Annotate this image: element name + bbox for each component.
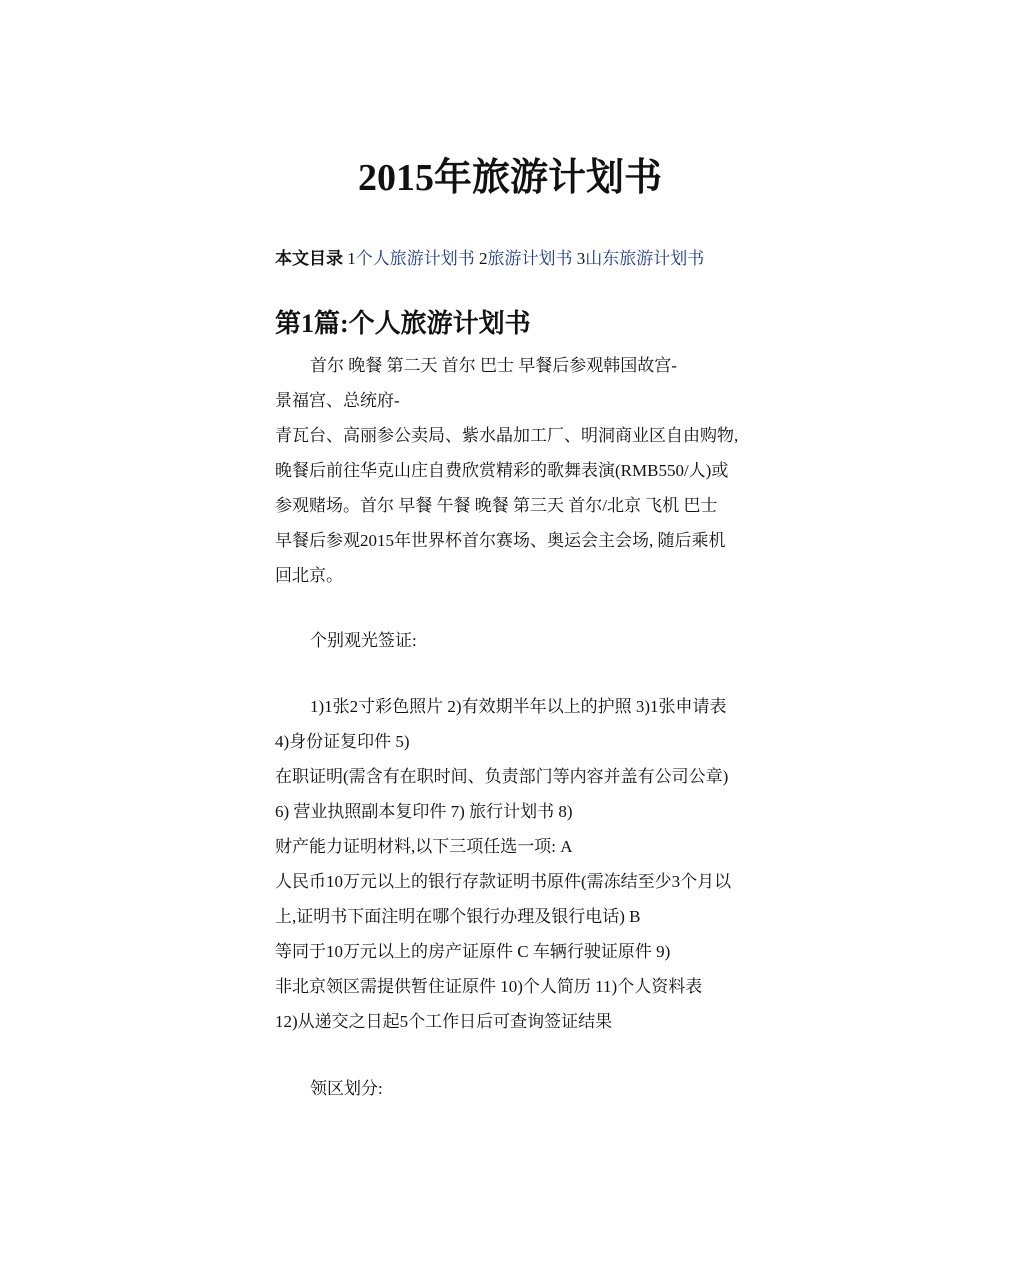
paragraph-itinerary	[275, 348, 755, 593]
paragraph-line: 在职证明(需含有在职时间、负责部门等内容并盖有公司公章)	[275, 767, 729, 786]
toc-link-1[interactable]: 个人旅游计划书	[355, 249, 475, 268]
paragraph-visa-heading	[275, 623, 755, 658]
toc-label: 本文目录	[275, 249, 343, 268]
paragraph-line: 12)从递交之日起5个工作日后可查询签证结果	[275, 1012, 613, 1031]
paragraph-line: 景福宫、总统府-	[275, 391, 400, 410]
paragraph-line: 早餐后参观2015年世界杯首尔赛场、奥运会主会场, 随后乘机	[275, 531, 726, 550]
paragraph-visa-requirements	[275, 689, 755, 1039]
paragraph-line: 领区划分:	[310, 1079, 383, 1098]
paragraph-line: 非北京领区需提供暂住证原件 10)个人简历 11)个人资料表	[275, 977, 703, 996]
paragraph-line: 上,证明书下面注明在哪个银行办理及银行电话) B	[275, 907, 641, 926]
toc-item-2-number: 2	[479, 249, 488, 268]
paragraph-line: 首尔 晚餐 第二天 首尔 巴士 早餐后参观韩国故宫-	[310, 356, 677, 375]
paragraph-line: 参观赌场。首尔 早餐 午餐 晚餐 第三天 首尔/北京 飞机 巴士	[275, 496, 718, 515]
toc-link-3[interactable]: 山东旅游计划书	[585, 249, 705, 268]
document-title: 2015年旅游计划书	[357, 157, 662, 199]
paragraph-line: 青瓦台、高丽参公卖局、紫水晶加工厂、明洞商业区自由购物,	[275, 426, 739, 445]
toc-item-3-number: 3	[576, 249, 586, 268]
paragraph-line: 等同于10万元以上的房产证原件 C 车辆行驶证原件 9)	[275, 942, 671, 961]
paragraph-line: 个别观光签证:	[310, 631, 417, 650]
table-of-contents	[275, 245, 755, 273]
paragraph-line: 晚餐后前往华克山庄自费欣赏精彩的歌舞表演(RMB550/人)或	[275, 461, 729, 480]
paragraph-line: 人民币10万元以上的银行存款证明书原件(需冻结至少3个月以	[275, 872, 732, 891]
toc-link-2[interactable]: 旅游计划书	[487, 249, 573, 268]
paragraph-consular-districts	[275, 1071, 755, 1106]
paragraph-line: 回北京。	[275, 566, 343, 585]
toc-item-1-number: 1	[347, 249, 356, 268]
paragraph-line: 6) 营业执照副本复印件 7) 旅行计划书 8)	[275, 802, 573, 821]
section-1-heading: 第1篇:个人旅游计划书	[275, 309, 531, 338]
paragraph-line: 1)1张2寸彩色照片 2)有效期半年以上的护照 3)1张申请表	[310, 697, 727, 716]
paragraph-line: 财产能力证明材料,以下三项任选一项: A	[275, 837, 573, 856]
paragraph-line: 4)身份证复印件 5)	[275, 732, 410, 751]
